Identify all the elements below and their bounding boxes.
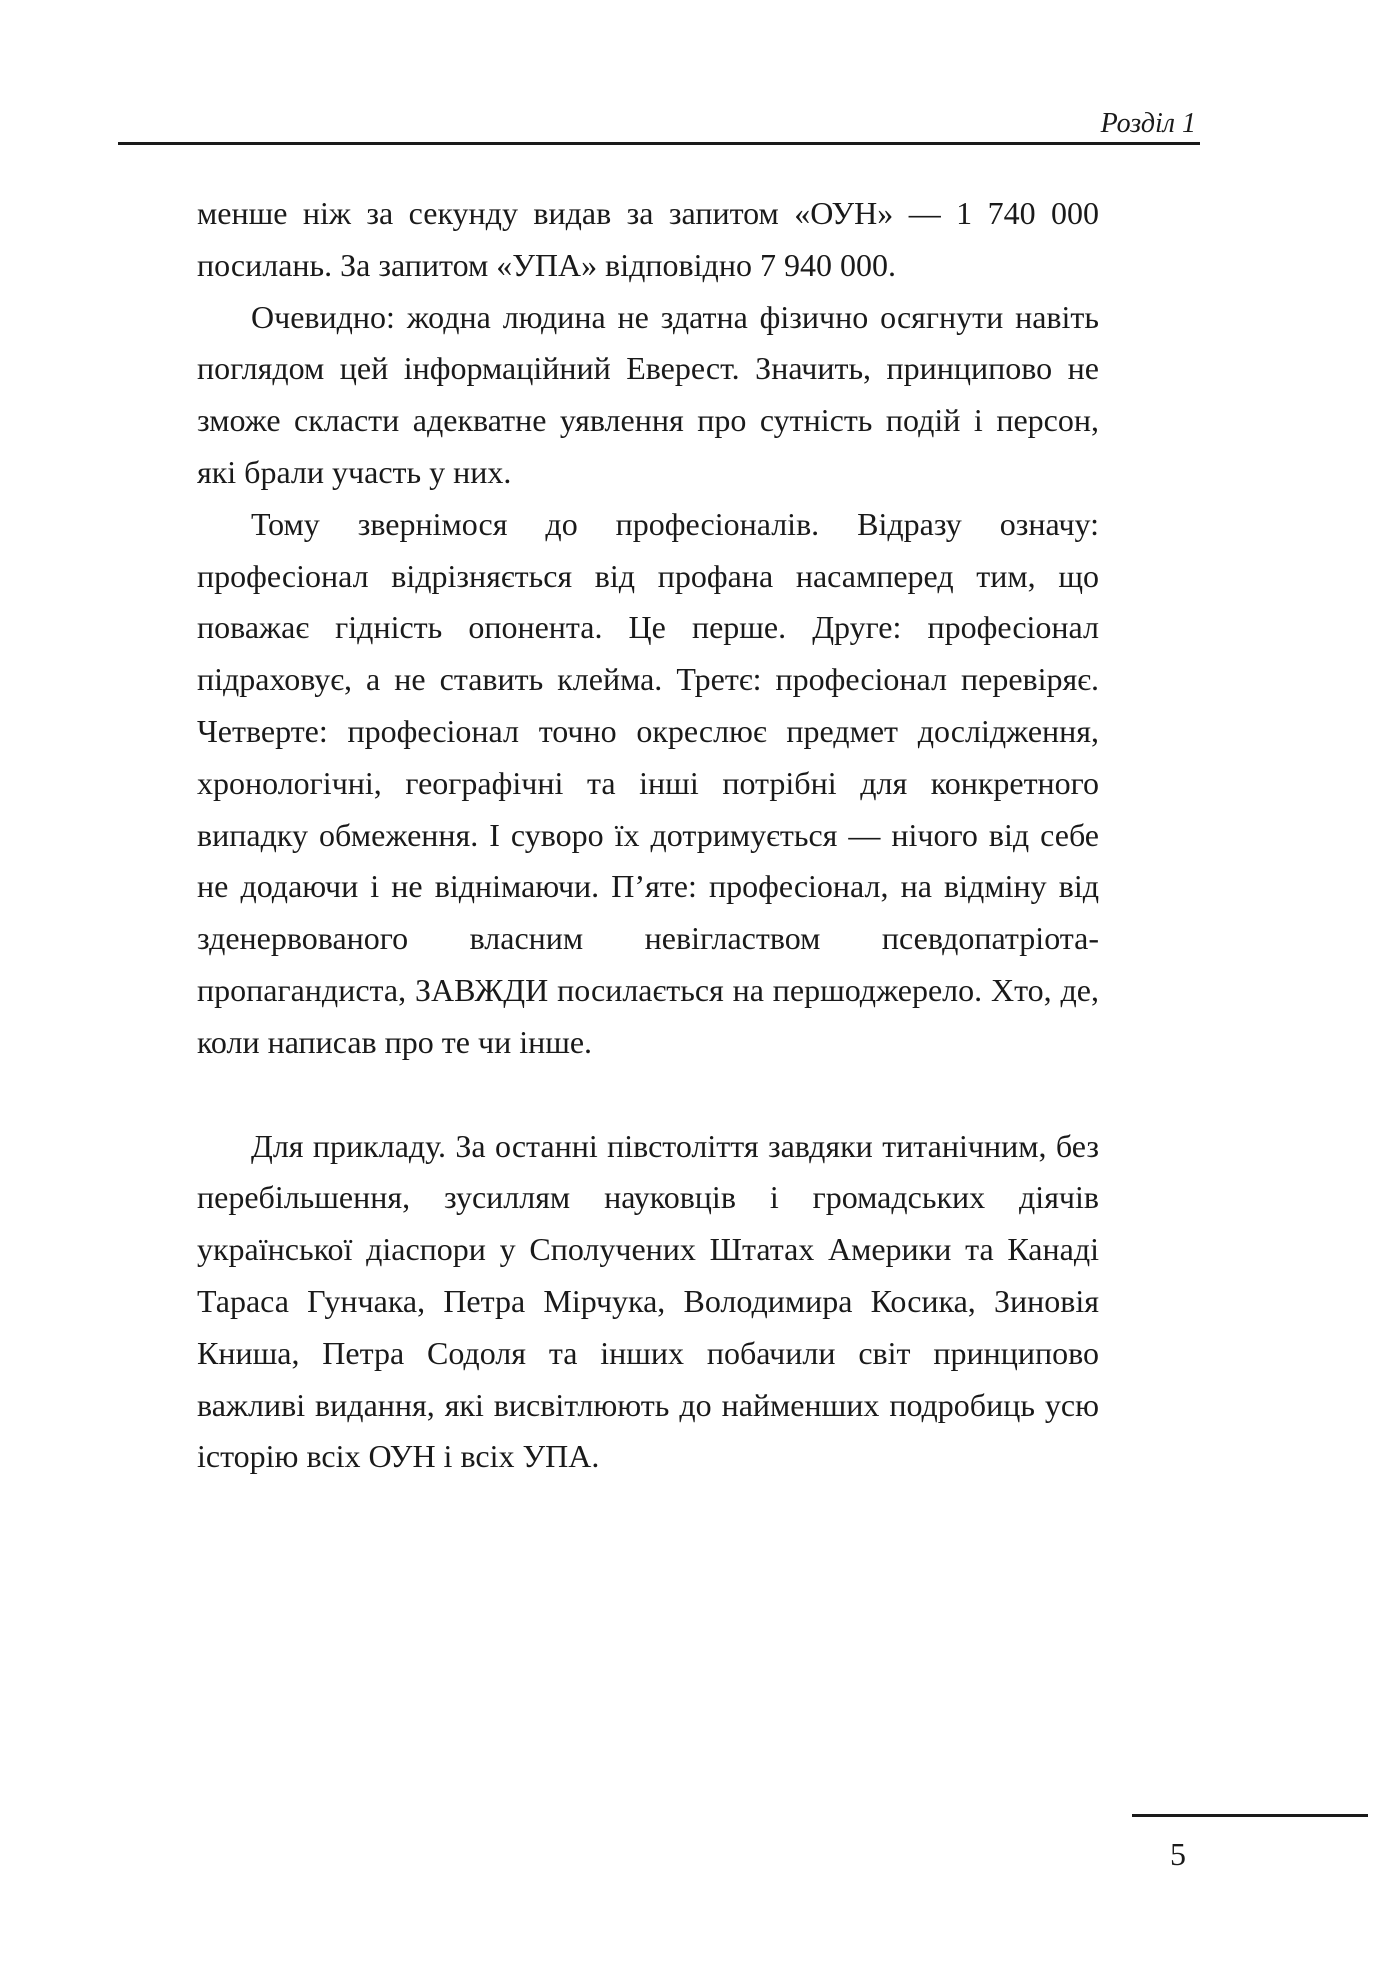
paragraph: Тому звернімося до професіоналів. Відразу означу: професіонал відрізняється від профана насамперед тим, що поважає гідність опонента. Це перше. Друге: професіонал підраховує, а не ставить клейма. Третє: професіонал перевіряє. Четверте: професіонал точно окреслює предмет дослідження, хронологічні, географічні та інші потрібні для конкретного випадку обмеження. І суворо їх дотримується — нічого від себе не додаючи і не віднімаючи. П’яте: професіонал, на відміну від зденервованого власним невіглаством псевдопатріота-пропагандиста, ЗАВЖДИ посилається на першоджерело. Хто, де, коли написав про те чи інше. [197, 505, 1099, 1060]
paragraph-continuation: менше ніж за секунду видав за запитом «ОУН» — 1 740 000 посилань. За запитом «УПА» відповідно 7 940 000. [197, 195, 1099, 283]
paragraph: Для прикладу. За останні півстоліття завдяки титанічним, без перебільшення, зусиллям науковців і громадських діячів української діаспори у Сполучених Штатах Америки та Канаді Тараса Гунчака, Петра Мірчука, Володимира Косика, Зиновія Книша, Петра Содоля та інших побачили світ принципово важливі видання, які висвітлюють до найменших подробиць усю історію всіх ОУН і всіх УПА. [197, 1127, 1099, 1475]
section-gap [197, 1069, 1099, 1121]
body-text [197, 188, 1099, 1483]
footer-rule [1132, 1814, 1368, 1817]
running-head-title: Розділ 1 [1100, 108, 1196, 139]
paragraph: Очевидно: жодна людина не здатна фізично осягнути навіть поглядом цей інформаційний Еверест. Значить, принципово не зможе скласти адекватне уявлення про сутність подій і персон, які брали участь у них. [197, 298, 1099, 490]
page-number: 5 [1170, 1836, 1186, 1872]
running-head [118, 100, 1200, 145]
